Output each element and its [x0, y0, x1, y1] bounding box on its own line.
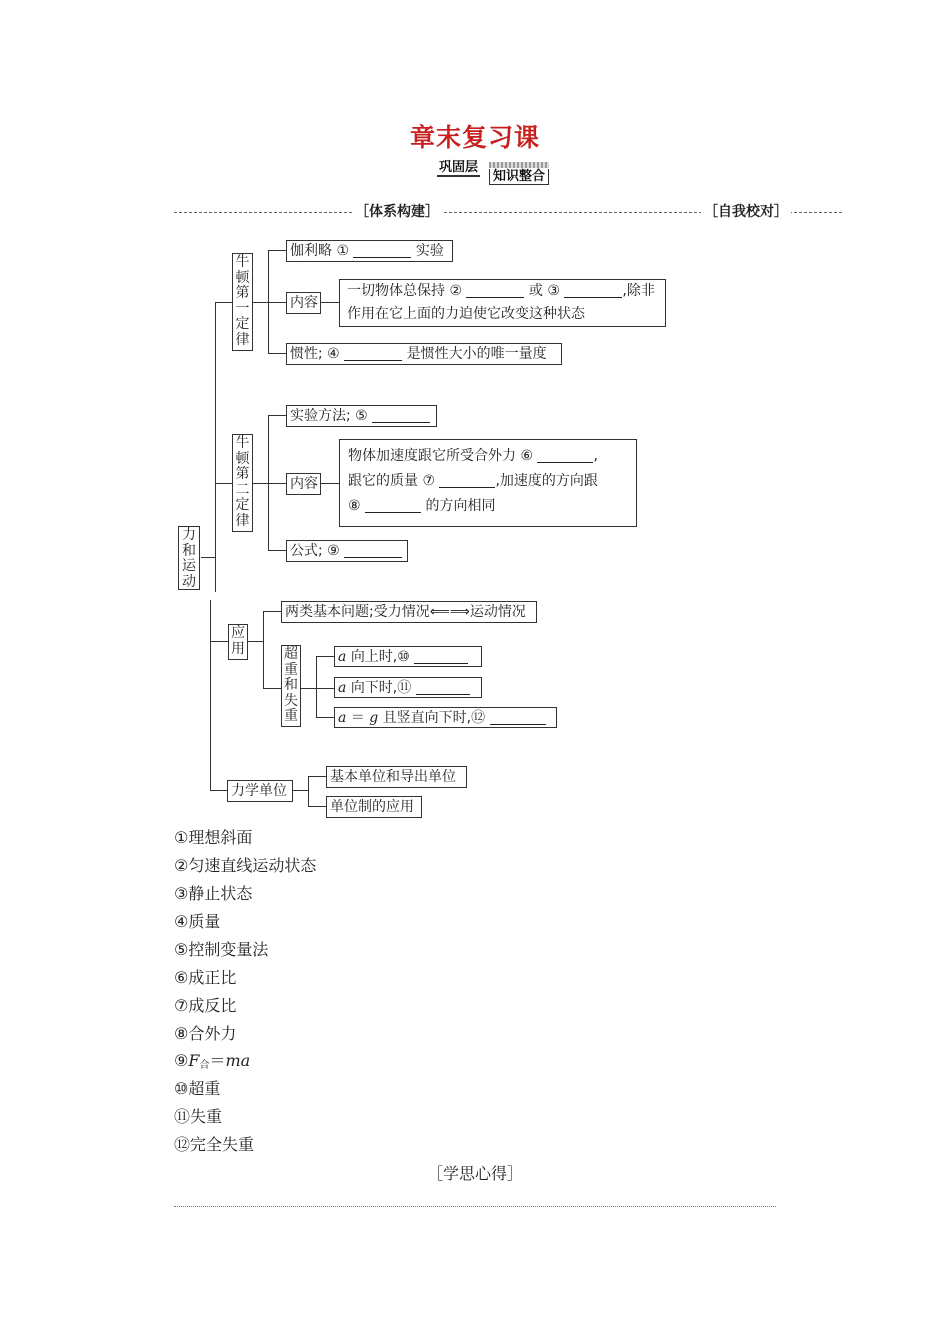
section-badge: [437, 160, 551, 186]
answer-item: ⑥成正比: [174, 968, 237, 987]
fill-blank[interactable]: [353, 241, 411, 258]
accel-g-box: a ＝ g 且竖直向下时,⑫: [334, 707, 557, 728]
fill-blank[interactable]: [537, 446, 593, 463]
page-title: 章末复习课: [409, 123, 540, 152]
badge-right: 知识整合: [489, 169, 549, 185]
galileo-experiment-box: 伽利略 ① 实验: [286, 240, 453, 262]
connector: [316, 656, 334, 657]
fill-blank[interactable]: [344, 541, 402, 558]
first-law-content-box: 一切物体总保持 ② 或 ③ ,除非作用在它上面的力迫使它改变这种状态: [339, 279, 666, 327]
connector: [268, 415, 286, 416]
connector: [263, 611, 264, 689]
experiment-method-box: 实验方法; ⑤: [286, 405, 437, 427]
connector: [316, 717, 334, 718]
fill-blank[interactable]: [490, 708, 546, 725]
basic-derived-units-box: 基本单位和导出单位: [326, 766, 467, 788]
mechanics-units-node: 力学单位: [227, 780, 293, 802]
fill-blank[interactable]: [416, 678, 470, 695]
connector: [253, 302, 269, 303]
second-law-content-box: 物体加速度跟它所受合外力 ⑥ , 跟它的质量 ⑦ ,加速度的方向跟 ⑧ 的方向相同: [339, 439, 637, 527]
connector: [293, 790, 309, 791]
answer-item: ③静止状态: [174, 884, 253, 903]
two-basic-problems-box: 两类基本问题;受力情况⟸⟹运动情况: [281, 601, 537, 623]
connector: [263, 688, 281, 689]
badge-left: 巩固层: [439, 160, 479, 175]
connector: [210, 600, 211, 790]
connector: [215, 302, 216, 592]
answer-item: ①理想斜面: [174, 828, 253, 847]
formula-box: 公式; ⑨: [286, 540, 408, 562]
connector: [301, 688, 317, 689]
answer-item: ⑦成反比: [174, 996, 237, 1015]
fill-blank[interactable]: [414, 647, 468, 664]
connector: [321, 483, 339, 484]
connector: [201, 557, 216, 558]
connector: [268, 483, 286, 484]
content-label-2: 内容: [286, 473, 321, 495]
bottom-divider: [174, 1206, 776, 1207]
answer-item: ⑩超重: [174, 1079, 221, 1098]
connector: [268, 250, 286, 251]
answer-item: ⑪失重: [174, 1107, 223, 1126]
unit-system-application-box: 单位制的应用: [326, 796, 422, 818]
connector: [308, 806, 326, 807]
content-label-1: 内容: [286, 292, 321, 314]
answer-item: ⑫完全失重: [174, 1135, 255, 1154]
connector: [210, 790, 227, 791]
root-node: 力和运动: [178, 526, 200, 590]
connector: [308, 776, 326, 777]
inertia-box: 惯性; ④ 是惯性大小的唯一量度: [286, 343, 562, 365]
connector: [210, 641, 228, 642]
connector: [316, 688, 334, 689]
fill-blank[interactable]: [466, 281, 524, 298]
newton-second-law-node: 牛顿第二定律: [232, 434, 253, 532]
fill-blank[interactable]: [372, 406, 430, 423]
connector: [215, 483, 232, 484]
fill-blank[interactable]: [344, 344, 402, 361]
overweight-node: 超重和失重: [281, 645, 301, 727]
newton-first-law-node: 牛顿第一定律: [232, 253, 253, 351]
connector: [308, 776, 309, 806]
section-left-label: ［体系构建］: [352, 203, 442, 221]
fill-blank[interactable]: [365, 496, 421, 513]
connector: [248, 641, 264, 642]
accel-down-box: a 向下时,⑪: [334, 677, 482, 698]
connector: [268, 550, 286, 551]
connector: [268, 353, 286, 354]
fill-blank[interactable]: [564, 281, 622, 298]
answer-item-formula: ⑨F合＝ma: [174, 1051, 251, 1071]
accel-up-box: a 向上时,⑩: [334, 646, 482, 667]
fill-blank[interactable]: [439, 471, 495, 488]
connector: [263, 611, 281, 612]
badge-stripe: [489, 162, 549, 168]
connector: [268, 302, 286, 303]
connector: [215, 302, 232, 303]
section-right-label: ［自我校对］: [701, 203, 791, 221]
answer-item: ②匀速直线运动状态: [174, 856, 317, 875]
application-node: 应用: [228, 624, 248, 660]
connector: [316, 656, 317, 718]
answer-item: ④质量: [174, 912, 221, 931]
connector: [253, 483, 269, 484]
answer-item: ⑤控制变量法: [174, 940, 269, 959]
reflection-heading: ［学思心得］: [426, 1164, 523, 1183]
connector: [321, 302, 339, 303]
answer-item: ⑧合外力: [174, 1024, 237, 1043]
